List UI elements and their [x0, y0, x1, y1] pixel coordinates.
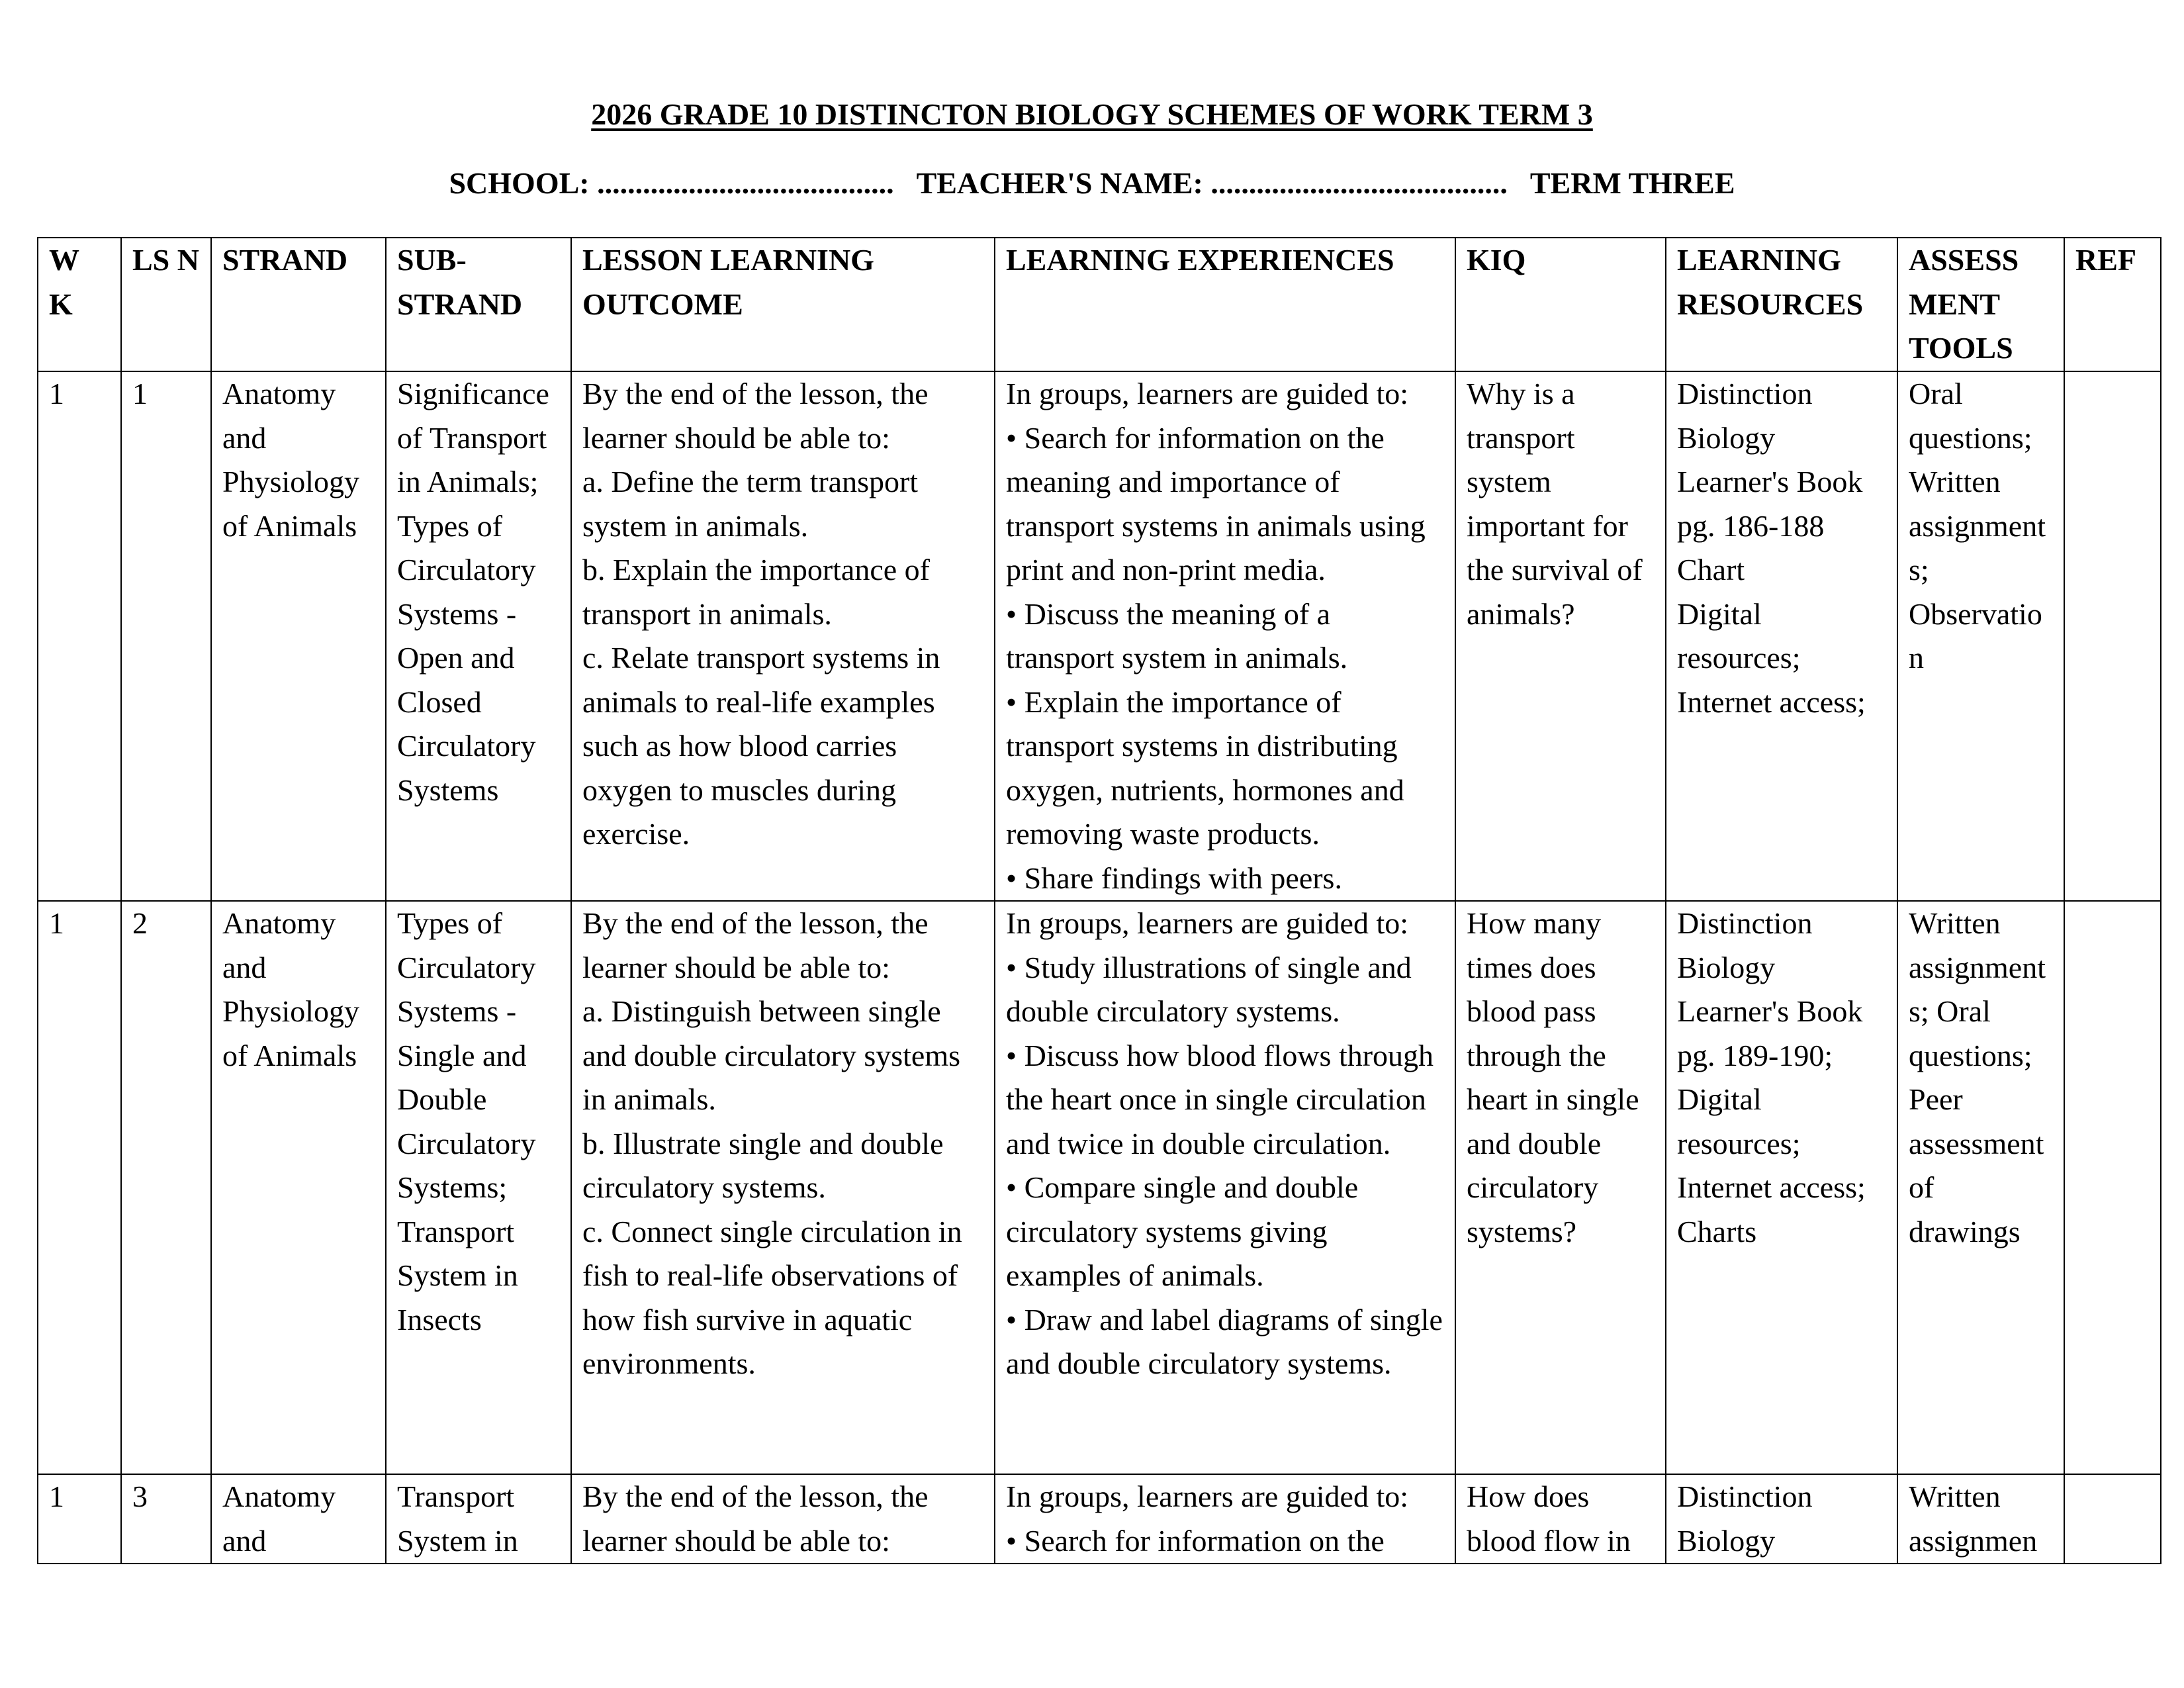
cell-lesson-text: 3	[132, 1479, 148, 1513]
cell-kiq: Why is a transport system important for the survival of animals?	[1455, 371, 1666, 901]
cell-learning-experiences	[995, 371, 1455, 901]
cell-assessment-tools: Oral questions; Written assignments; Observation	[1897, 371, 2064, 901]
document-title: 2026 GRADE 10 DISTINCTON BIOLOGY SCHEMES OF WORK TERM 3	[591, 97, 1593, 131]
experience-line: • Discuss the meaning of a transport system in animals.	[1006, 596, 1348, 675]
header-week: W K	[38, 238, 121, 371]
experience-line: • Compare single and double circulatory systems giving examples of animals.	[1006, 1170, 1359, 1292]
cell-week	[38, 1474, 121, 1564]
outcome-line: By the end of the lesson, the learner should be able to:	[582, 906, 929, 984]
cell-lesson: 1	[121, 371, 211, 901]
cell-kiq: How many times does blood pass through the heart in single and double circulatory systems?	[1455, 901, 1666, 1474]
cell-week: 1	[38, 901, 121, 1474]
experience-line: • Share findings with peers.	[1006, 861, 1342, 895]
experience-line: • Discuss how blood flows through the heart once in single circulation and twice in double circulation.	[1006, 1038, 1434, 1160]
cell-lesson	[121, 1474, 211, 1564]
document-subtitle	[0, 165, 2184, 201]
cell-assessment-tools: Written assignments; Oral questions; Peer assessment of drawings	[1897, 901, 2064, 1474]
header-ref: REF	[2064, 238, 2161, 371]
resource-line: Chart	[1677, 553, 1745, 586]
outcome-line: b. Illustrate single and double circulatory systems.	[582, 1126, 944, 1204]
resource-line: Digital resources;	[1677, 596, 1801, 675]
table-row	[38, 1474, 2161, 1564]
cell-ref-text	[2075, 1475, 2150, 1563]
header-lesson: LS N	[121, 238, 211, 371]
cell-week-text: 1	[49, 1479, 64, 1513]
table-header-row	[38, 238, 2161, 371]
outcome-line: c. Relate transport systems in animals to real-life examples such as how blood carries oxygen to muscles during exercise.	[582, 641, 940, 851]
resource-line: Digital resources;	[1677, 1082, 1801, 1160]
experience-line: • Draw and label diagrams of single and double circulatory systems.	[1006, 1302, 1443, 1380]
cell-learning-outcome	[571, 1474, 995, 1564]
header-learning-outcome: LESSON LEARNING OUTCOME	[571, 238, 995, 371]
resource-line: Distinction Biology Learner's Book pg. 186-188	[1677, 377, 1863, 543]
cell-sub-strand	[386, 1474, 571, 1564]
schemes-of-work-table	[37, 237, 2161, 1564]
experience-line: In groups, learners are guided to:	[1006, 1479, 1409, 1513]
cell-strand: Anatomy and Physiology of Animals	[211, 371, 386, 901]
cell-sub-strand-text: Transport System in	[397, 1479, 518, 1558]
school-label: SCHOOL: .......................................	[449, 166, 894, 200]
cell-assessment-text: Written assignmen	[1909, 1479, 2038, 1558]
resource-line: Charts	[1677, 1214, 1757, 1248]
cell-kiq-text: How does blood flow in	[1467, 1479, 1631, 1558]
cell-learning-resources	[1666, 371, 1897, 901]
experience-line: In groups, learners are guided to:	[1006, 906, 1409, 940]
outcome-line: a. Distinguish between single and double circulatory systems in animals.	[582, 994, 961, 1116]
cell-ref	[2064, 901, 2161, 1474]
resource-line: Internet access;	[1677, 1170, 1866, 1204]
cell-outcome-text	[582, 1475, 983, 1563]
header-learning-experiences: LEARNING EXPERIENCES	[995, 238, 1455, 371]
resource-line: Internet access;	[1677, 684, 1866, 719]
resource-line: Distinction Biology	[1677, 1479, 1813, 1558]
cell-learning-outcome	[571, 901, 995, 1474]
experience-line: • Search for information on the meaning and importance of transport systems in animals using print and non-print media.	[1006, 420, 1426, 586]
teacher-name-label: TEACHER'S NAME: .......................................	[916, 166, 1508, 200]
cell-sub-strand: Types of Circulatory Systems - Single and Double Circulatory Systems; Transport System in Insects	[386, 901, 571, 1474]
table-row	[38, 371, 2161, 901]
cell-learning-experiences	[995, 1474, 1455, 1564]
cell-week: 1	[38, 371, 121, 901]
outcome-line: b. Explain the importance of transport in animals.	[582, 553, 931, 631]
cell-strand: Anatomy and Physiology of Animals	[211, 901, 386, 1474]
cell-lesson: 2	[121, 901, 211, 1474]
header-assessment-tools: ASSESS MENT TOOLS	[1897, 238, 2064, 371]
cell-learning-resources	[1666, 901, 1897, 1474]
outcome-line: By the end of the lesson, the learner should be able to:	[582, 377, 929, 455]
cell-ref	[2064, 1474, 2161, 1564]
experience-line: • Explain the importance of transport systems in distributing oxygen, nutrients, hormones and removing waste products.	[1006, 684, 1404, 851]
cell-sub-strand: Significance of Transport in Animals; Types of Circulatory Systems - Open and Closed Circulatory Systems	[386, 371, 571, 901]
table-row	[38, 901, 2161, 1474]
experience-line: • Study illustrations of single and double circulatory systems.	[1006, 950, 1412, 1028]
header-learning-resources: LEARNING RESOURCES	[1666, 238, 1897, 371]
cell-strand	[211, 1474, 386, 1564]
cell-learning-resources	[1666, 1474, 1897, 1564]
cell-assessment-tools	[1897, 1474, 2064, 1564]
resource-line: Distinction Biology Learner's Book pg. 189-190;	[1677, 906, 1863, 1072]
outcome-line: a. Define the term transport system in animals.	[582, 465, 919, 543]
cell-kiq	[1455, 1474, 1666, 1564]
term-label: TERM THREE	[1529, 166, 1735, 200]
experience-line: • Search for information on the	[1006, 1523, 1385, 1558]
header-strand: STRAND	[211, 238, 386, 371]
experience-line: In groups, learners are guided to:	[1006, 377, 1409, 410]
cell-learning-outcome	[571, 371, 995, 901]
cell-resources-text	[1677, 1475, 1886, 1563]
cell-strand-text: Anatomy and	[222, 1479, 336, 1558]
outcome-line: c. Connect single circulation in fish to real-life observations of how fish survive in aquatic environments.	[582, 1214, 962, 1380]
cell-ref	[2064, 371, 2161, 901]
cell-learning-experiences	[995, 901, 1455, 1474]
header-kiq: KIQ	[1455, 238, 1666, 371]
header-sub-strand: SUB-STRAND	[386, 238, 571, 371]
cell-experiences-text	[1006, 1475, 1444, 1563]
outcome-line: By the end of the lesson, the learner should be able to:	[582, 1479, 929, 1558]
